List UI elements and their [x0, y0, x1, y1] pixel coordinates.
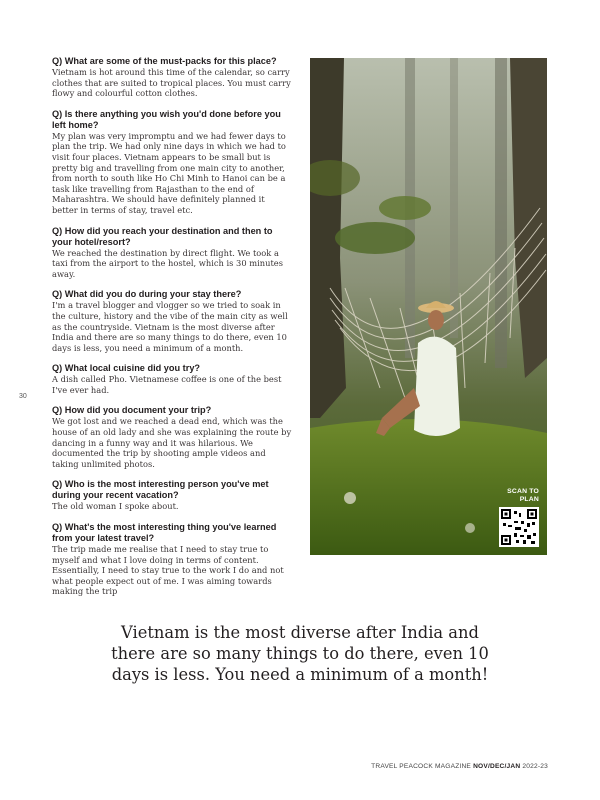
- question: Q) How did you document your trip?: [52, 405, 212, 416]
- qa-item: [52, 289, 292, 353]
- answer: The old woman I spoke about.: [52, 501, 179, 512]
- scan-label-line2: PLAN: [519, 495, 539, 503]
- question: Q) What are some of the must-packs for this place?: [52, 56, 277, 66]
- scan-label-line1: SCAN TO: [507, 488, 539, 495]
- question: Q) What did you do during your stay there?: [52, 289, 242, 300]
- question: Q) What's the most interesting thing you've learned from your latest travel?: [52, 522, 277, 544]
- page-footer: [371, 763, 548, 770]
- qa-item: [52, 363, 292, 395]
- qa-item: [52, 522, 292, 597]
- answer: A dish called Pho. Vietnamese coffee is one of the best I've ever had.: [52, 374, 282, 395]
- pull-quote: Vietnam is the most diverse after India and there are so many things to do there, even 10 days is less. You need a minimum of a month!: [111, 623, 489, 684]
- answer: My plan was very impromptu and we had fewer days to plan the trip. We had only nine days in which we had to visit four places. Vietnam appears to be small but is pretty big and travelling from one main city to another, from north to south like Ho Chi Minh to Hanoi can be a task like travelling from Rajasthan to the end of Maharashtra. We should have definitely planned it better in terms of stay, travel etc.: [52, 130, 286, 215]
- qa-item: [52, 56, 292, 99]
- page-number: 30: [19, 393, 27, 400]
- qa-item: [52, 226, 292, 280]
- footer-magazine: TRAVEL PEACOCK MAGAZINE: [371, 763, 472, 770]
- question: Q) What local cuisine did you try?: [52, 363, 201, 374]
- qa-item: [52, 109, 292, 216]
- forest-hammock-illustration: [310, 58, 547, 555]
- qr-code-icon[interactable]: [499, 507, 539, 547]
- answer: I'm a travel blogger and vlogger so we tried to soak in the culture, history and the vibe of the main city as well as the countryside. Vietnam is the most diverse after India and there are so many things to do there, even 10 days is less, you need a minimum of a month.: [52, 300, 288, 353]
- scan-to-plan-label: [507, 488, 539, 504]
- footer-issue: NOV/DEC/JAN: [473, 763, 521, 770]
- answer: We reached the destination by direct flight. We took a taxi from the airport to the hostel, which is 30 minutes away.: [52, 247, 283, 279]
- qa-column: [52, 56, 292, 607]
- footer-year: 2022-23: [522, 763, 548, 770]
- qa-item: [52, 479, 292, 512]
- question: Q) How did you reach your destination and then to your hotel/resort?: [52, 225, 273, 247]
- hammock-photo: [310, 58, 547, 555]
- answer: The trip made me realise that I need to stay true to myself and what I love doing in terms of content. Essentially, I need to stay true to the work I do and not what people expect out of me. I was aiming towards making the trip: [52, 544, 284, 597]
- question: Q) Who is the most interesting person you've met during your recent vacation?: [52, 479, 269, 501]
- question: Q) Is there anything you wish you'd done before you left home?: [52, 108, 281, 130]
- qa-item: [52, 405, 292, 469]
- answer: Vietnam is hot around this time of the calendar, so carry clothes that are suited to tropical places. You must carry flowy and colourful cotton clothes.: [52, 67, 291, 99]
- answer: We got lost and we reached a dead end, which was the house of an old lady and she was explaining the route by dancing in a funny way and it was hilarious. We documented the trip by shooting ample videos and taking unlimited photos.: [52, 416, 292, 469]
